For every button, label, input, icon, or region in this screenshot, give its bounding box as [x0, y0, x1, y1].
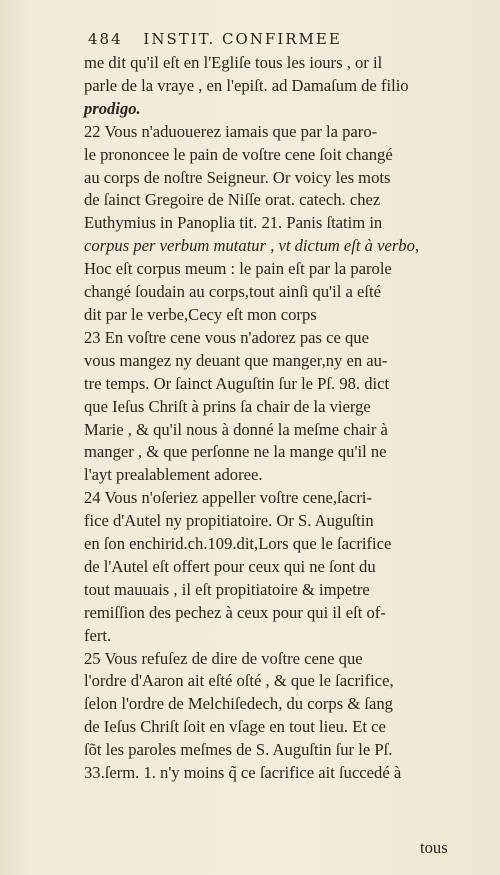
body-text: [84, 52, 470, 785]
text-line: le prononcee le pain de voſtre cene ſoit changé: [84, 144, 393, 164]
text-line: en ſon enchirid.ch.109.dit,Lors que le ſacrifice: [84, 534, 392, 554]
text-line: fice d'Autel ny propitiatoire. Or S. Auguſtin: [84, 511, 374, 531]
text-line: 25 Vous refuſez de dire de voſtre cene que: [84, 648, 363, 668]
text-line: prodigo.: [84, 98, 141, 118]
text-line: ſõt les paroles meſmes de S. Auguſtin ſur le Pſ.: [84, 740, 393, 760]
text-line: de Ieſus Chriſt ſoit en vſage en tout lieu. Et ce: [84, 717, 386, 737]
text-line: de l'Autel eſt offert pour ceux qui ne ſont du: [84, 556, 376, 576]
page-number: 484: [88, 30, 123, 48]
catchword: tous: [420, 838, 448, 857]
text-line: Marie , & qu'il nous à donné la meſme chair à: [84, 419, 388, 439]
text-line: tre temps. Or ſainct Auguſtin ſur le Pſ. 98. dict: [84, 373, 390, 393]
text-line: dit par le verbe,Cecy eſt mon corps: [84, 304, 317, 324]
text-line: me dit qu'il eſt en l'Egliſe tous les iours , or il: [84, 53, 383, 72]
text-line: corpus per verbum mutatur , vt dictum eſt à verbo,: [84, 236, 420, 256]
text-line: manger , & que perſonne ne la mange qu'il ne: [84, 442, 387, 462]
running-title: INSTIT. CONFIRMEE: [143, 30, 342, 48]
text-line: fert.: [84, 625, 112, 645]
running-header: [88, 30, 468, 48]
text-line: que Ieſus Chriſt à prins ſa chair de la vierge: [84, 396, 371, 416]
text-line: au corps de noſtre Seigneur. Or voicy les mots: [84, 167, 391, 187]
text-line: Euthymius in Panoplia tit. 21. Panis ſtatim in: [84, 213, 383, 233]
text-line: l'ordre d'Aaron ait eſté oſté , & que le ſacrifice,: [84, 671, 394, 691]
text-line: remiſſion des pechez à ceux pour qui il eſt of-: [84, 602, 386, 622]
text-line: tout mauuais , il eſt propitiatoire & impetre: [84, 579, 370, 599]
text-line: ſelon l'ordre de Melchiſedech, du corps & ſang: [84, 694, 393, 714]
text-line: 33.ſerm. 1. n'y moins q̃ ce ſacrifice ait ſuccedé à: [84, 763, 402, 783]
text-line: l'ayt prealablement adoree.: [84, 465, 263, 485]
text-line: changé ſoudain au corps,tout ainſi qu'il a eſté: [84, 282, 381, 302]
text-line: 24 Vous n'oſeriez appeller voſtre cene,ſacri-: [84, 488, 373, 508]
text-line: Hoc eſt corpus meum : le pain eſt par la parole: [84, 259, 392, 279]
text-line: vous mangez ny deuant que manger,ny en au-: [84, 350, 388, 370]
text-line: 22 Vous n'aduouerez iamais que par la paro-: [84, 121, 378, 141]
text-line: 23 En voſtre cene vous n'adorez pas ce que: [84, 327, 369, 347]
text-line: parle de la vraye , en l'epiſt. ad Damaſum de filio: [84, 75, 409, 95]
text-line: de ſainct Gregoire de Niſſe orat. catech. chez: [84, 190, 381, 210]
